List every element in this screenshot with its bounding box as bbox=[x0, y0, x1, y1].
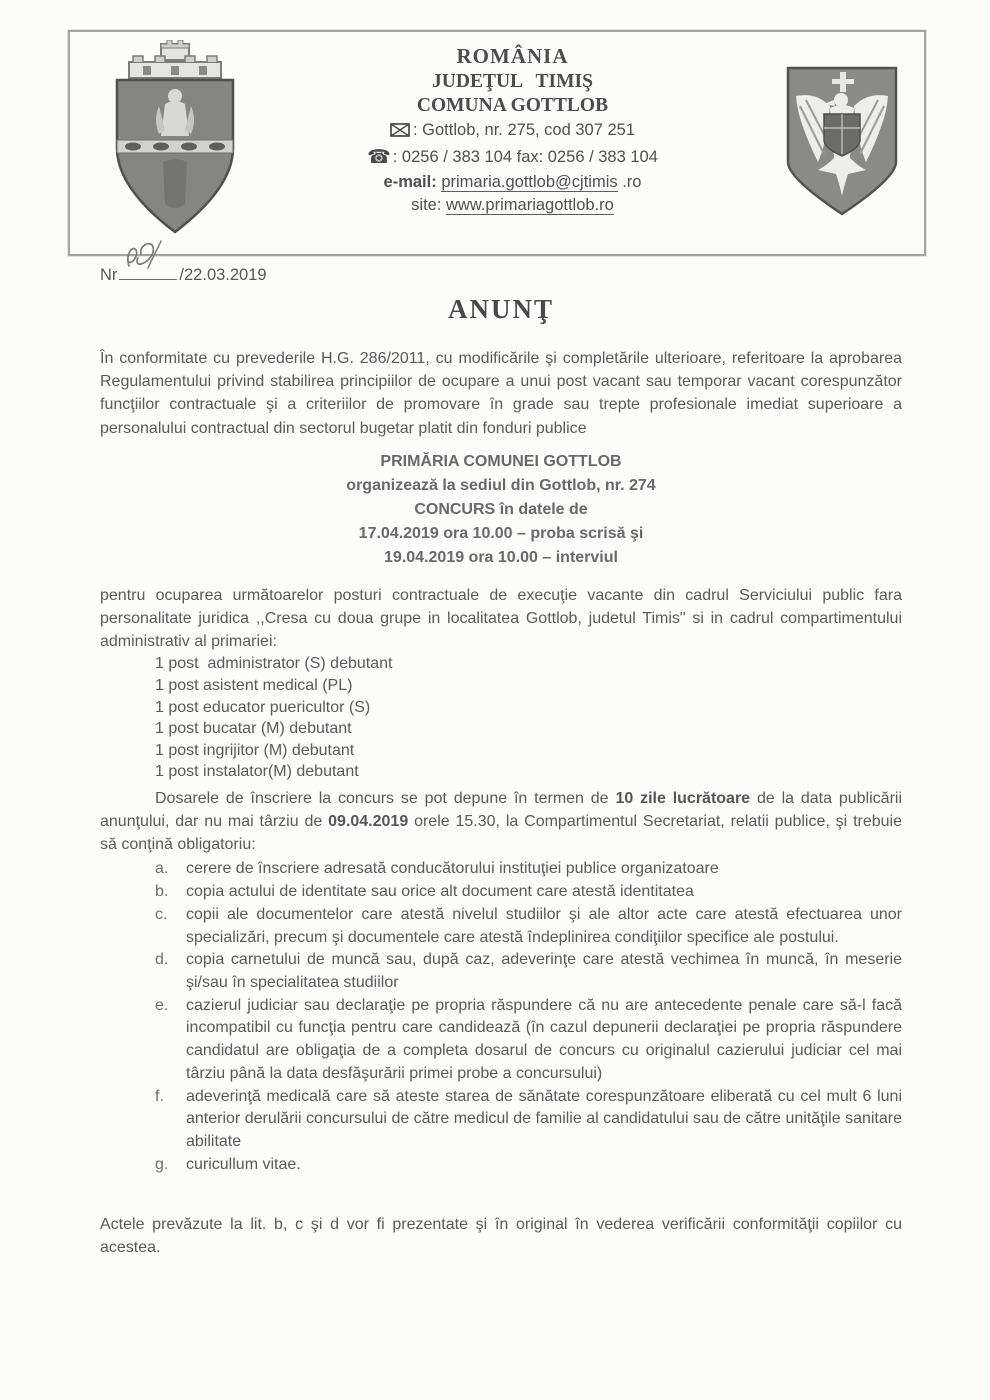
requirement-item bbox=[155, 881, 902, 904]
positions-list bbox=[155, 653, 902, 783]
requirement-text: adeverinţă medicală care să ateste starea de sănătate corespunzătoare eliberată cu cel mult 6 luni anterior derulării concursului de către medicul de familie al candidatului sau de către unităţile sanitare abilitate bbox=[186, 1087, 902, 1151]
deadline-paragraph bbox=[100, 787, 902, 857]
position-item: 1 post educator puericultor (S) bbox=[155, 698, 371, 716]
envelope-icon bbox=[390, 123, 410, 142]
nr-label: Nr bbox=[100, 266, 118, 284]
requirement-item bbox=[155, 858, 902, 881]
announcement-institution: PRIMĂRIA COMUNEI GOTTLOB bbox=[380, 452, 622, 470]
position-item: 1 post administrator (S) debutant bbox=[155, 655, 393, 673]
requirement-item bbox=[155, 949, 902, 994]
header-country: ROMÂNIA bbox=[456, 44, 569, 68]
nr-blank-field bbox=[119, 262, 177, 280]
requirement-letter: f. bbox=[155, 1087, 164, 1105]
requirement-text: curicullum vitae. bbox=[186, 1155, 301, 1173]
positions-intro: pentru ocuparea următoarelor posturi contractuale de execuţie vacante din cadrul Serviciului public fara personalitate juridica ,,Cresa cu doua grupe in localitatea Gottlob, judetul Timis" si in cadrul compartimentului administrativ al primariei: bbox=[100, 586, 902, 651]
header-phone: : 0256 / 383 104 fax: 0256 / 383 104 bbox=[392, 148, 658, 166]
registration-date: /22.03.2019 bbox=[179, 266, 267, 284]
announcement-date-interview: 19.04.2019 ora 10.00 – interviul bbox=[384, 548, 618, 566]
letterhead bbox=[68, 30, 926, 256]
letterhead-text bbox=[280, 32, 759, 254]
position-item: 1 post asistent medical (PL) bbox=[155, 676, 353, 694]
announcement-concurs: CONCURS în datele de bbox=[414, 500, 588, 518]
requirement-letter: b. bbox=[155, 883, 169, 901]
deadline-bold-date: 09.04.2019 bbox=[328, 813, 409, 831]
gottlob-coat-of-arms-image bbox=[99, 40, 251, 236]
requirement-letter: g. bbox=[155, 1155, 169, 1173]
requirement-item bbox=[155, 904, 902, 949]
requirement-text: copii ale documentelor care atestă nivelul studiilor şi ale altor acte care atestă efectuarea unor specializări, precum şi documentele care atestă îndeplinirea condiţiilor specifice ale postului. bbox=[186, 905, 902, 946]
announcement-location: organizează la sediul din Gottlob, nr. 274 bbox=[346, 476, 656, 494]
closing-paragraph: Actele prevăzute la lit. b, c şi d vor fi prezentate şi în original în vederea verificării conformităţii copiilor cu acestea. bbox=[100, 1215, 902, 1256]
header-phone-line bbox=[280, 146, 745, 169]
header-address: : Gottlob, nr. 275, cod 307 251 bbox=[413, 121, 635, 139]
requirement-item bbox=[155, 995, 902, 1086]
email-suffix: .ro bbox=[617, 173, 642, 191]
requirement-item bbox=[155, 1086, 902, 1154]
header-site-line bbox=[280, 196, 745, 215]
romania-coat-of-arms-image bbox=[778, 62, 906, 220]
position-item: 1 post bucatar (M) debutant bbox=[155, 720, 352, 738]
header-email-line bbox=[280, 173, 745, 192]
phone-icon: ☎ bbox=[367, 147, 391, 168]
requirement-letter: c. bbox=[155, 905, 168, 923]
email-link[interactable]: primaria.gottlob@cjtimis bbox=[441, 173, 618, 191]
announcement-date-written-test: 17.04.2019 ora 10.00 – proba scrisă şi bbox=[358, 524, 644, 542]
deadline-text-3: orele 15.30, la Compartimentul Secretariat, relatii publice, şi trebuie să conţină obligatoriu: bbox=[100, 813, 903, 854]
deadline-text-1: Dosarele de înscriere la concurs se pot depune în termen de bbox=[155, 789, 616, 807]
intro-paragraph: În conformitate cu prevederile H.G. 286/2011, cu modificările şi completările ulterioare, referitoare la aprobarea Regulamentului privind stabilirea principiilor de ocupare a unui post vacant sau temporar vacant corespunzător funcţiilor contractuale şi a criteriilor de promovare în grade sau trepte profesionale imediat superioare a personalului contractual din sectorul bugetar platit din fonduri publice bbox=[100, 350, 902, 437]
document-body bbox=[100, 294, 902, 1259]
requirement-letter: d. bbox=[155, 951, 169, 969]
handwritten-number-scribble bbox=[121, 240, 173, 272]
gottlob-coat-of-arms bbox=[70, 32, 280, 254]
requirement-text: copia carnetului de muncă sau, după caz, adeverinţe care atestă vechimea în muncă, în meserie şi/sau în specialitatea studiilor bbox=[186, 951, 902, 992]
site-label: site: bbox=[411, 196, 442, 214]
requirement-text: cazierul judiciar sau declaraţie pe propria răspundere că nu are antecedente penale care să-l facă incompatibil cu funcţia pentru care candidează (în cazul depunerii declaraţiei pe propria răspundere candidatul are obligaţia de a completa dosarul de concurs cu originalul cazierului judiciar cel mai târziu până la data desfăşurării primei probe a concursului) bbox=[186, 996, 902, 1082]
requirement-text: cerere de înscriere adresată conducătorului instituţiei publice organizatoare bbox=[186, 860, 719, 878]
requirement-letter: e. bbox=[155, 996, 169, 1014]
position-item: 1 post ingrijitor (M) debutant bbox=[155, 741, 355, 759]
deadline-bold-term: 10 zile lucrătoare bbox=[615, 789, 751, 807]
registration-line bbox=[100, 262, 267, 285]
position-item: 1 post instalator(M) debutant bbox=[155, 763, 359, 781]
romania-coat-of-arms bbox=[759, 32, 924, 254]
email-label: e-mail: bbox=[383, 173, 437, 191]
page-title: ANUNŢ bbox=[447, 294, 554, 324]
header-county: JUDEŢUL TIMIŞ bbox=[432, 71, 593, 92]
concurs-announcement-block bbox=[100, 450, 902, 570]
requirement-text: copia actului de identitate sau orice alt document care atestă identitatea bbox=[186, 883, 694, 901]
requirement-item bbox=[155, 1154, 902, 1177]
header-commune: COMUNA GOTTLOB bbox=[416, 95, 609, 116]
header-address-line bbox=[280, 121, 745, 142]
requirement-letter: a. bbox=[155, 860, 169, 878]
site-link[interactable]: www.primariagottlob.ro bbox=[446, 196, 614, 214]
deadline-text-2: de la data publicării anunţului, dar nu mai târziu de bbox=[100, 789, 903, 831]
requirements-list bbox=[100, 858, 902, 1176]
